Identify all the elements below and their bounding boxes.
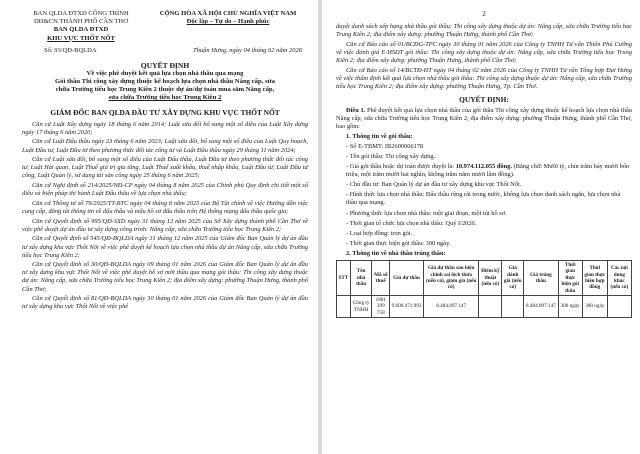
table-header: Thời gian thực hiện gói thầu	[558, 261, 582, 296]
table-cell: 9.600.471.993	[390, 296, 424, 318]
page-number: 2	[482, 10, 486, 18]
table-cell: Công ty TNHH	[350, 296, 372, 318]
nation-name: CỘNG HÒA XÃ HỘI CHỦ NGHĨA VIỆT NAM	[159, 10, 297, 17]
agency-line-3: BAN QLDA ĐTXD	[53, 26, 109, 34]
package-budget	[336, 163, 632, 179]
package-info-item: - Tên gói thầu: Thi công xây dựng.	[346, 153, 436, 160]
subtitle-line: Gói thầu Thi công xây dựng thuộc kế hoạch lựa chọn nhà thầu Nâng cấp, sửa	[54, 78, 276, 86]
table-cell: 300 ngày	[582, 296, 607, 318]
national-motto: Độc lập – Tự do – Hạnh phúc	[186, 18, 270, 26]
subtitle-line: Về việc phê duyệt kết quả lựa chọn nhà thầu qua mạng	[86, 69, 244, 77]
budget-value: 10.974.112.055 đồng.	[455, 163, 512, 171]
table-header: Giá đánh giá (nếu có)	[502, 261, 524, 296]
table-cell: 8.484.897.147	[423, 296, 478, 318]
decide-heading: QUYẾT ĐỊNH:	[459, 94, 509, 104]
legal-basis-paragraph: Căn cứ Quyết định số 30/QĐ-BQLDA ngày 09 tháng 01 năm 2026 của Giám đốc Ban Quản lý dự án đầu tư xây dựng khu vực Thốt Nốt về việc phê duyệt hồ sơ mời thầu qua mạng gói thầu: Thi công xây dựng thuộc dự án: Nâng cấp, sửa chữa Trường tiểu học Trung Kiên 2; địa điểm xây dựng: phường Thuận Hưng, thành phố Cần Thơ;	[22, 261, 308, 293]
table-cell	[502, 296, 524, 318]
table-header: Thời gian thực hiện hợp đồng	[582, 261, 607, 296]
authority-heading: GIÁM ĐỐC BAN QLDA ĐẦU TƯ XÂY DỰNG KHU VỰC THỐT NỐT	[50, 107, 280, 117]
table-header: Điểm kỹ thuật (nếu có)	[479, 261, 502, 296]
table-header: Giá dự thầu	[390, 261, 424, 296]
table-row	[337, 296, 632, 318]
document-header	[22, 10, 308, 43]
table-cell: 1801 399 758	[372, 296, 390, 318]
table-header: Giá trúng thầu	[524, 261, 558, 296]
package-info-item: - Hình thức lựa chọn nhà thầu: Đấu thầu rộng rãi trong nước, không lựa chọn danh sách ngắn, lựa chọn nhà thầu qua mạng.	[346, 191, 621, 207]
agency-line-2: DD&CN THÀNH PHỐ CẦN THƠ	[34, 18, 128, 26]
table-header: Các nội dung khác (nếu có)	[607, 261, 631, 296]
legal-basis-paragraph: Căn cứ Báo cáo số 14/BCTĐ-ĐT ngày 04 tháng 02 năm 2026 của Công ty TNHH Tư vấn Tổng hợp Đại Hưng về việc thẩm định kết quả lựa chọn nhà thầu gói thầu: Thi công xây dựng thuộc dự án: Nâng cấp, sửa chữa Trường tiểu học Trung Kiên 2; địa điểm xây dựng: phường Thuận Hưng, Tp. Cần Thơ.	[336, 66, 632, 90]
package-info-item: - Loại hợp đồng: trọn gói.	[346, 229, 413, 237]
agency-line-4: KHU VỰC THỐT NỐT	[47, 34, 115, 42]
legal-basis-paragraph: Căn cứ Luật Đấu thầu ngày 23 tháng 6 năm 2023; Luật sửa đổi, bổ sung một số điều của Luật Quy hoạch, Luật Đầu tư, Luật Đầu tư theo phương thức đối tác công tư và Luật Đấu thầu ngày 29 tháng 11 năm 2024;	[22, 138, 308, 154]
section-heading: 2. Thông tin về nhà thầu trúng thầu:	[346, 249, 446, 257]
table-cell	[479, 296, 502, 318]
budget-suffix: (Bằng chữ: Mười tỷ, chín trăm bảy mươi bốn triệu, một trăm mười hai nghìn, không trăm năm mươi lăm đồng).	[346, 163, 630, 179]
package-info-item: - Thời gian thực hiện gói thầu: 300 ngày.	[346, 239, 451, 247]
section-heading: 1. Thông tin về gói thầu:	[346, 132, 413, 140]
legal-basis-paragraph: Căn cứ Luật Xây dựng ngày 18 tháng 6 năm 2014; Luật sửa đổi bổ sung một số điều của Luật Xây dựng ngày 17 tháng 6 năm 2020;	[22, 120, 308, 136]
package-info-item: - Số E-TBMT: IB2600006178	[346, 142, 424, 150]
table-cell: 8.484.897.147	[524, 296, 558, 318]
legal-basis-paragraph: Căn cứ Quyết định số 81/QĐ-BQLDA ngày 30 tháng 01 năm 2026 của Giám đốc Ban Quản lý dự án đầu tư xây dựng khu vực Thốt Nốt về việc phê	[22, 295, 308, 311]
agency-line-1: BAN QLDA ĐTXD CÔNG TRÌNH	[33, 10, 129, 17]
table-header: Mã số thuế	[372, 261, 390, 296]
legal-basis-paragraph: Căn cứ Nghị định số 214/2025/NĐ-CP ngày 04 tháng 8 năm 2025 của Chính phủ Quy định chi tiết một số điều và biện pháp thi hành Luật Đấu thầu về lựa chọn nhà thầu;	[22, 182, 308, 198]
legal-basis-paragraph: Căn cứ Quyết định số 995/QĐ-SXD ngày 31 tháng 12 năm 2025 của Sở Xây dựng thành phố Cần Thơ về việc phê duyệt dự án đầu tư xây dựng công trình: Nâng cấp, sửa chữa Trường tiểu học Trung Kiên 2;	[22, 217, 308, 233]
decision-subtitle	[22, 70, 308, 103]
doc-number-row	[22, 47, 308, 55]
legal-basis-paragraph: duyệt danh sách xếp hạng nhà thầu gói thầu: Thi công xây dựng thuộc dự án: Nâng cấp, sửa chữa Trường tiểu học Trung Kiên 2; địa điểm xây dựng: phường Thuận Hưng, thành phố Cần Thơ;	[336, 23, 632, 39]
table-cell	[607, 296, 631, 318]
legal-basis-paragraph: Căn cứ Quyết định số 545/QĐ-BQLDA ngày 31 tháng 12 năm 2025 của Giám đốc Ban Quản lý dự án đầu tư xây dựng khu vực Thốt Nốt về việc phê duyệt kế hoạch lựa chọn nhà thầu dự án Nâng cấp, sửa chữa Trường tiểu học Trung Kiên 2;	[22, 235, 308, 259]
table-header: Giá dự thầu sau hiệu chỉnh sai lệch thừa (nếu có), giảm giá (nếu có)	[423, 261, 478, 296]
article-1	[336, 107, 632, 131]
package-info-item: - Thời gian tổ chức lựa chọn nhà thầu: Quý I/2026.	[346, 219, 477, 227]
place-date: Thuận Hưng, ngày 04 tháng 02 năm 2026	[193, 46, 302, 54]
issuing-agency	[22, 10, 140, 43]
document-page-1	[0, 0, 318, 454]
national-heading	[148, 10, 308, 43]
table-header: Tên nhà thầu	[350, 261, 372, 296]
package-info-item: - Phương thức lựa chọn nhà thầu: một giai đoạn, một túi hồ sơ.	[346, 209, 507, 217]
article-1-text: Phê duyệt kết quả lựa chọn nhà thầu của gói thầu Thi công xây dựng thuộc kế hoạch lựa chọn nhà thầu Nâng cấp, sửa chữa Trường tiểu học Trung Kiên 2, địa điểm xây dựng: phường Thuận Hưng, thành phố Cần Thơ, bao gồm:	[336, 106, 632, 131]
document-number: Số: 93/QĐ-BQLDA	[44, 46, 97, 54]
table-header-row	[337, 261, 632, 296]
article-1-label: Điều 1.	[346, 106, 366, 114]
subtitle-line: chữa Trường tiểu học Trung Kiên 2 thuộc dự án/dự toán mua sắm Nâng cấp,	[55, 86, 275, 94]
subtitle-line: sửa chữa Trường tiểu học Trung Kiên 2	[108, 94, 222, 102]
legal-basis-paragraph: Căn cứ Luật sửa đổi, bổ sung một số điều của Luật Đấu thầu, Luật Đầu tư theo phương thức đối tác công tư, Luật Hải quan, Luật Thuế giá trị gia tăng, Luật Thuế xuất khẩu, thuế nhập khẩu, Luật Đầu tư, Luật Đầu tư công, Luật Quản lý, sử dụng tài sản công ngày 25 tháng 6 năm 2025;	[22, 156, 308, 180]
legal-basis-paragraph: Căn cứ Thông tư số 79/2025/TT-BTC ngày 04 tháng 8 năm 2025 của Bộ Tài chính về việc Hướng dẫn việc cung cấp, đăng tải thông tin về đấu thầu và mẫu hồ sơ đấu thầu trên Hệ thống mạng đấu thầu quốc gia;	[22, 199, 308, 215]
table-cell: 300 ngày	[558, 296, 582, 318]
legal-basis-paragraph: Căn cứ Báo cáo số 01/BCĐG-TPC ngày 30 tháng 01 năm 2026 của Công ty TNHH Tư vấn Thiên Phú Cường về việc đánh giá E-HSDT gói thầu: Thi công xây dựng thuộc dự án: Nâng cấp, sửa chữa Trường tiểu học Trung Kiên 2; địa điểm xây dựng: phường Thuận Hưng, thành phố Cần Thơ;	[336, 40, 632, 64]
table-header: STT	[337, 261, 351, 296]
decision-title: QUYẾT ĐỊNH	[140, 60, 190, 70]
winning-contractor-table	[336, 260, 632, 318]
document-page-2	[322, 0, 640, 454]
budget-prefix: - Giá gói thầu hoặc dự toán được duyệt là:	[346, 163, 456, 171]
package-info-item: - Chủ đầu tư: Ban Quản lý dự án đầu tư xây dựng khu vực Thốt Nốt.	[346, 181, 522, 189]
table-cell	[337, 296, 351, 318]
